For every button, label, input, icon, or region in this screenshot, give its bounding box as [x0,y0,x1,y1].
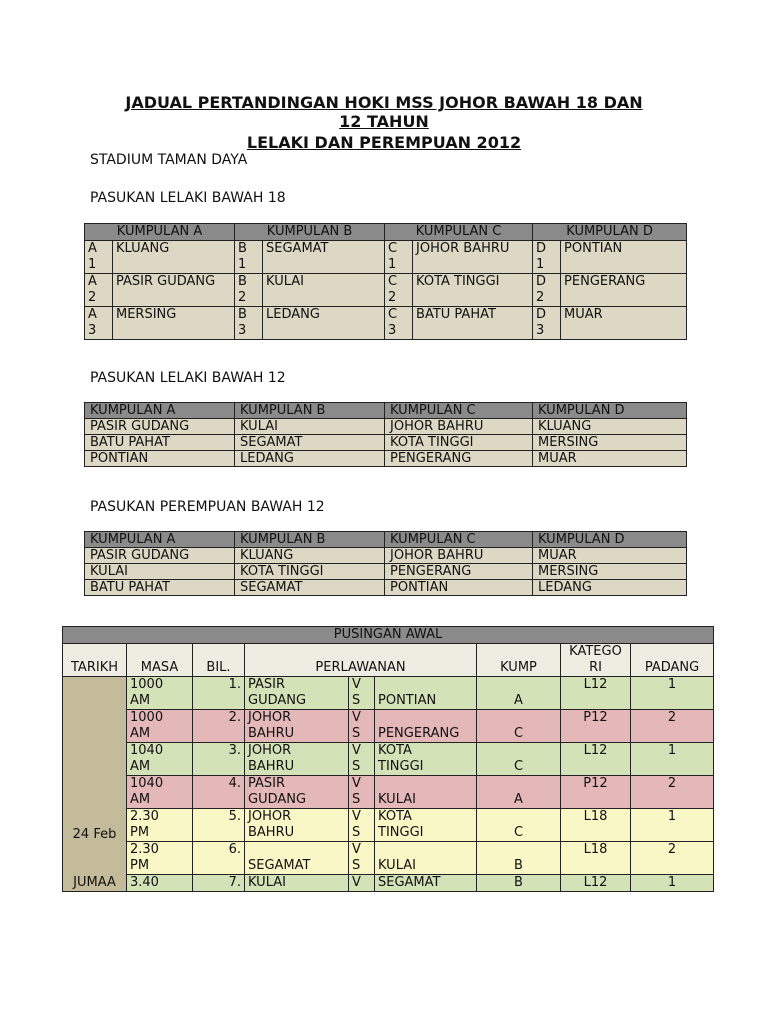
vs-cell [349,842,375,875]
vs-line2: S [352,825,361,840]
kategori-cell: P12 [561,776,631,809]
masa-cell [127,776,193,809]
match-date: 24 Feb [72,827,117,842]
team1-cell: KULAI [245,875,349,892]
l18-group-d: KUMPULAN D [533,224,687,241]
team-name: MERSING [533,564,687,580]
vs-line2: S [352,858,361,873]
vs-line1: V [352,710,361,725]
vs-line2: S [352,792,361,807]
kategori-cell: L18 [561,842,631,875]
doc-title-line3: LELAKI DAN PEREMPUAN 2012 [246,133,522,152]
team1-line2: BAHRU [248,759,295,774]
table-row [63,677,714,710]
header-masa: MASA [127,644,193,677]
code-letter: C [388,241,398,256]
team-name: SEGAMAT [263,241,385,274]
team2-line2: TINGGI [378,759,424,774]
team-name: KLUANG [235,548,385,564]
code-number: 1 [536,257,545,272]
team-name: LEDANG [235,451,385,467]
vs-line2: S [352,759,361,774]
team2-cell [375,842,477,875]
team1-line1: JOHOR [248,809,292,824]
team2-cell [375,677,477,710]
team1-line2: BAHRU [248,726,295,741]
table-row [85,548,687,564]
p12-group-c: KUMPULAN C [385,532,533,548]
team-name: KULAI [263,274,385,307]
header-perlawanan: PERLAWANAN [245,644,477,677]
code-number: 2 [536,290,545,305]
masa-time: 1040 [130,743,164,758]
bil-cell: 1. [193,677,245,710]
masa-time: 1000 [130,710,164,725]
header-kategori-part1: KATEGO [569,644,622,659]
team-name: KOTA TINGGI [235,564,385,580]
team-name: PASIR GUDANG [85,419,235,435]
kategori-cell: L18 [561,809,631,842]
l12-group-c: KUMPULAN C [385,403,533,419]
padang-cell: 1 [631,743,714,776]
schedule-title-row [63,627,714,644]
team-name: MERSING [533,435,687,451]
team-name: MUAR [533,548,687,564]
code-letter: D [536,274,547,289]
team-name: PASIR GUDANG [85,548,235,564]
team2-line2: KULAI [378,858,416,873]
table-row [85,241,687,274]
table-row [63,875,714,892]
vs-line1: V [352,677,361,692]
team2-line2: PONTIAN [378,693,437,708]
kump-cell: A [477,776,561,809]
masa-period: AM [130,726,151,741]
date-cell [63,677,127,892]
header-padang: PADANG [631,644,714,677]
team1-line2: BAHRU [248,825,295,840]
code-letter: B [238,241,247,256]
code-number: 1 [238,257,247,272]
code-number: 2 [88,290,97,305]
table-row [63,776,714,809]
masa-cell [127,809,193,842]
masa-cell [127,743,193,776]
table-row [85,435,687,451]
team-name: KLUANG [533,419,687,435]
team1-line2: GUDANG [248,792,307,807]
l12-group-b: KUMPULAN B [235,403,385,419]
vs-line2: S [352,693,361,708]
vs-line2: S [352,726,361,741]
code-number: 3 [388,323,397,338]
masa-cell: 3.40 [127,875,193,892]
code-letter: C [388,274,398,289]
masa-period: PM [130,825,150,840]
team1-cell [245,677,349,710]
code-letter: A [88,274,97,289]
bil-cell: 6. [193,842,245,875]
team-name: JOHOR BAHRU [385,419,533,435]
code-letter: D [536,307,547,322]
team2-line1: KOTA [378,809,412,824]
team-name: LEDANG [533,580,687,596]
p12-group-a: KUMPULAN A [85,532,235,548]
table-lelaki-bawah-18 [84,223,687,340]
padang-cell: 2 [631,842,714,875]
team-name: JOHOR BAHRU [385,548,533,564]
kump-cell: B [477,875,561,892]
vs-line1: V [352,809,361,824]
l12-group-a: KUMPULAN A [85,403,235,419]
heading-p12: PASUKAN PEREMPUAN BAWAH 12 [90,499,325,515]
padang-cell: 2 [631,776,714,809]
team2-cell [375,809,477,842]
l18-group-c: KUMPULAN C [385,224,533,241]
table-row [63,710,714,743]
team2-line2: TINGGI [378,825,424,840]
team-name: PONTIAN [85,451,235,467]
match-day: JUMAA [73,875,116,890]
header-kategori [561,644,631,677]
team-name: LEDANG [263,307,385,340]
heading-l12: PASUKAN LELAKI BAWAH 12 [90,370,286,386]
table-row [85,564,687,580]
team1-cell [245,776,349,809]
code-number: 2 [238,290,247,305]
table-perempuan-bawah-12 [84,531,687,596]
team-name: KOTA TINGGI [385,435,533,451]
team1-cell [245,743,349,776]
vs-cell [349,710,375,743]
doc-title-line1: JADUAL PERTANDINGAN HOKI MSS JOHOR BAWAH 18 DAN [125,93,643,112]
masa-time: 1040 [130,776,164,791]
header-tarikh: TARIKH [63,644,127,677]
code-number: 3 [536,323,545,338]
masa-period: AM [130,759,151,774]
masa-period: AM [130,693,151,708]
bil-cell: 5. [193,809,245,842]
team-name: PENGERANG [561,274,687,307]
team2-line2: KULAI [378,792,416,807]
team-name: SEGAMAT [235,580,385,596]
header-kump: KUMP [477,644,561,677]
masa-period: PM [130,858,150,873]
team-name: PONTIAN [385,580,533,596]
header-bil: BIL. [193,644,245,677]
team-name: MUAR [561,307,687,340]
team1-cell [245,809,349,842]
heading-l18: PASUKAN LELAKI BAWAH 18 [90,190,286,206]
team2-cell [375,743,477,776]
l12-header-row [85,403,687,419]
vs-cell [349,743,375,776]
kump-cell: C [477,809,561,842]
team1-line1: JOHOR [248,743,292,758]
table-row [85,580,687,596]
team1-line1: PASIR [248,776,286,791]
team1-line1: JOHOR [248,710,292,725]
bil-cell: 4. [193,776,245,809]
vs-line1: V [352,842,361,857]
team2-line1: KOTA [378,743,412,758]
team-name: MUAR [533,451,687,467]
code-letter: D [536,241,547,256]
table-row [85,419,687,435]
code-number: 1 [88,257,97,272]
vs-line1: V [352,743,361,758]
l12-group-d: KUMPULAN D [533,403,687,419]
team-name: BATU PAHAT [413,307,533,340]
team-name: PENGERANG [385,564,533,580]
team1-cell [245,842,349,875]
table-row [85,307,687,340]
team-name: KULAI [235,419,385,435]
masa-time: 2.30 [130,809,159,824]
team-name: KLUANG [113,241,235,274]
bil-cell: 3. [193,743,245,776]
schedule-title: PUSINGAN AWAL [63,627,714,644]
code-letter: A [88,241,97,256]
kategori-cell: L12 [561,743,631,776]
p12-group-d: KUMPULAN D [533,532,687,548]
team-name: SEGAMAT [235,435,385,451]
masa-cell [127,677,193,710]
kump-cell: C [477,743,561,776]
table-row [63,743,714,776]
code-number: 3 [238,323,247,338]
l18-group-a: KUMPULAN A [85,224,235,241]
bil-cell: 2. [193,710,245,743]
kategori-cell: L12 [561,677,631,710]
kategori-cell: P12 [561,710,631,743]
kump-cell: C [477,710,561,743]
vs-cell [349,776,375,809]
team-name: KULAI [85,564,235,580]
vs-cell: V [349,875,375,892]
masa-time: 1000 [130,677,164,692]
kategori-cell: L12 [561,875,631,892]
team-name: MERSING [113,307,235,340]
team-name: PENGERANG [385,451,533,467]
team1-line2: GUDANG [248,693,307,708]
doc-title-line2: 12 TAHUN [339,112,429,131]
p12-header-row [85,532,687,548]
team1-line1: PASIR [248,677,286,692]
table-pusingan-awal [62,626,714,892]
masa-cell [127,842,193,875]
code-letter: A [88,307,97,322]
table-lelaki-bawah-12 [84,402,687,467]
code-number: 2 [388,290,397,305]
padang-cell: 2 [631,710,714,743]
masa-cell [127,710,193,743]
bil-cell: 7. [193,875,245,892]
schedule-header-row [63,644,714,677]
team-name: PONTIAN [561,241,687,274]
venue: STADIUM TAMAN DAYA [90,152,248,168]
code-number: 3 [88,323,97,338]
table-row [85,274,687,307]
l18-group-b: KUMPULAN B [235,224,385,241]
code-letter: B [238,274,247,289]
padang-cell: 1 [631,677,714,710]
masa-time: 2.30 [130,842,159,857]
table-row [63,842,714,875]
team2-line2: PENGERANG [378,726,460,741]
table-row [85,451,687,467]
team-name: JOHOR BAHRU [413,241,533,274]
team-name: PASIR GUDANG [113,274,235,307]
kump-cell: A [477,677,561,710]
team1-cell [245,710,349,743]
team2-cell [375,710,477,743]
team2-cell: SEGAMAT [375,875,477,892]
kump-cell: B [477,842,561,875]
vs-cell [349,809,375,842]
vs-cell [349,677,375,710]
code-letter: C [388,307,398,322]
l18-header-row [85,224,687,241]
p12-group-b: KUMPULAN B [235,532,385,548]
padang-cell: 1 [631,875,714,892]
code-letter: B [238,307,247,322]
padang-cell: 1 [631,809,714,842]
team-name: BATU PAHAT [85,580,235,596]
header-kategori-part2: RI [589,660,602,675]
team2-cell [375,776,477,809]
team-name: BATU PAHAT [85,435,235,451]
table-row [63,809,714,842]
code-number: 1 [388,257,397,272]
masa-period: AM [130,792,151,807]
vs-line1: V [352,776,361,791]
team1-line2: SEGAMAT [248,858,311,873]
team-name: KOTA TINGGI [413,274,533,307]
